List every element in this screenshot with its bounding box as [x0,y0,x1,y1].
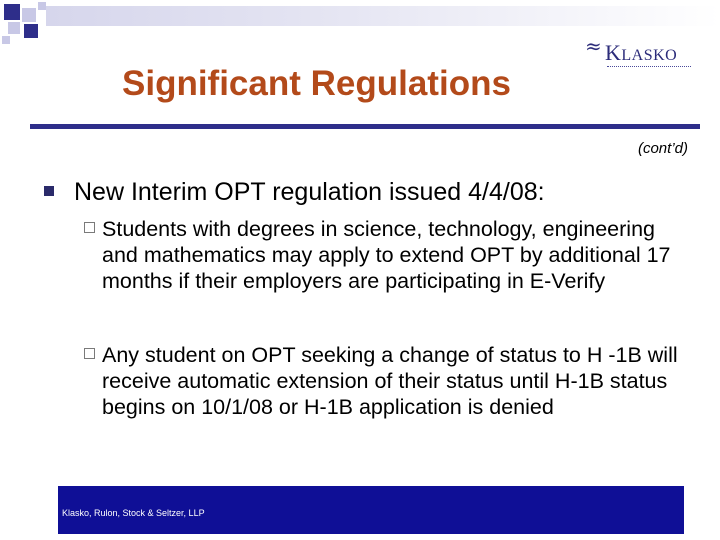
sub-bullet-text: Any student on OPT seeking a change of status to H -1B will receive automatic extension of their status until H-1B status begins on 10/1/08 or H-1B application is denied [102,343,678,419]
logo-mark-icon: ≈ [585,34,602,58]
decorative-square [24,24,38,38]
main-bullet-text: New Interim OPT regulation issued 4/4/08: [74,178,545,206]
decorative-square [22,8,36,22]
hollow-square-bullet-icon [84,348,95,359]
company-logo [585,34,695,72]
decorative-square [8,22,20,34]
hollow-square-bullet-icon [84,222,95,233]
header-gradient-bar [46,6,720,26]
sub-bullet-text: Students with degrees in science, technology, engineering and mathematics may apply to extend OPT by additional 17 months if their employers are participating in E-Verify [102,217,671,293]
sub-bullet [84,342,694,420]
decorative-square [4,4,20,20]
footer-bar [58,486,684,534]
subtitle: (cont’d) [637,140,688,157]
decorative-square [38,2,46,10]
logo-text: KLASKO [605,40,678,65]
page-title: Significant Regulations [122,64,511,103]
decorative-square [2,36,10,44]
title-divider [30,124,700,129]
sub-bullet [84,216,694,294]
footer-text: Klasko, Rulon, Stock & Seltzer, LLP [62,508,205,518]
square-bullet-icon [44,186,54,196]
logo-tagline [607,66,691,69]
